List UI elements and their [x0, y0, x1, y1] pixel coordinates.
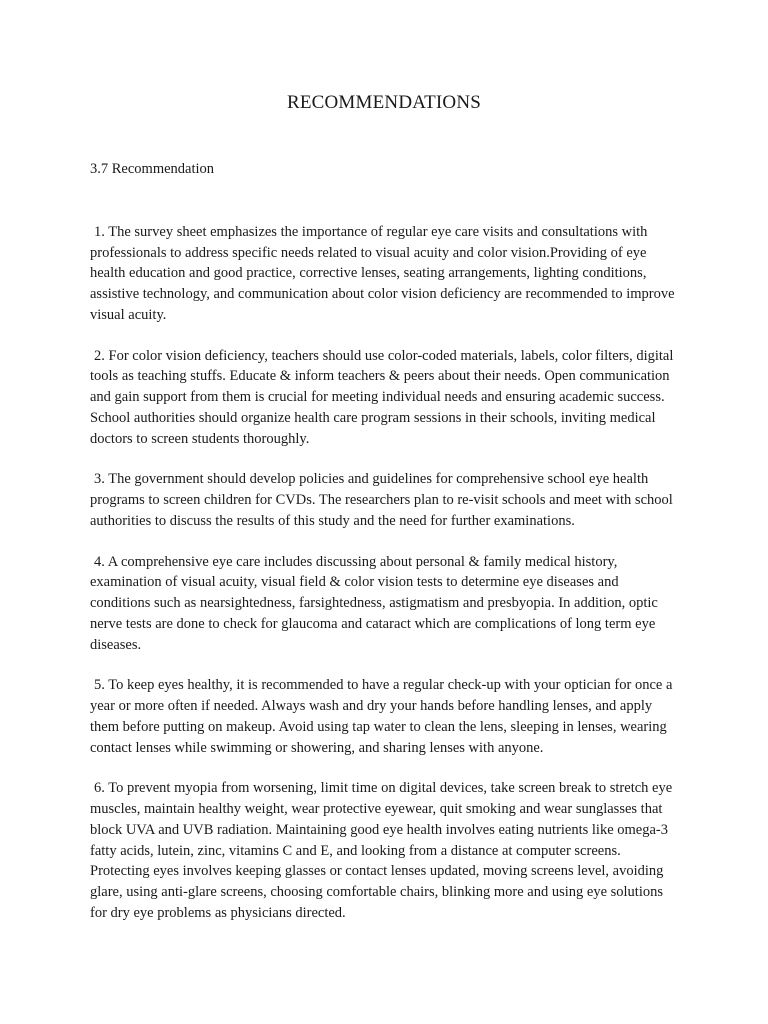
paragraph-number: 6. — [94, 780, 105, 797]
paragraph-text: The government should develop policies and guidelines for comprehensive school eye health programs to screen children for CVDs. The researchers plan to re-visit schools and meet with school authorities to discuss the results of this study and the need for further examinations. — [90, 471, 673, 529]
paragraph-text: For color vision deficiency, teachers should use color-coded materials, labels, color filters, digital tools as teaching stuffs. Educate & inform teachers & peers about their needs. Open communication and gain support from them is crucial for meeting individual needs and ensuring academic success. School authorities should organize health care program sessions in their schools, inviting medical doctors to screen students thoroughly. — [90, 347, 674, 447]
paragraph-number: 3. — [94, 471, 105, 488]
paragraph-number: 2. — [94, 347, 105, 364]
paragraph-number: 4. — [94, 553, 105, 570]
recommendation-paragraph-4 — [90, 552, 680, 656]
paragraph-number: 5. — [94, 677, 105, 694]
recommendation-paragraph-2 — [90, 346, 680, 450]
paragraph-text: A comprehensive eye care includes discussing about personal & family medical history, examination of visual acuity, visual field & color vision tests to determine eye diseases and conditions such as nearsightedness, farsightedness, astigmatism and presbyopia. In addition, optic nerve tests are done to check for glaucoma and cataract which are complications of long term eye diseases. — [90, 553, 658, 653]
recommendation-paragraph-5 — [90, 675, 680, 758]
paragraph-text: To prevent myopia from worsening, limit time on digital devices, take screen break to stretch eye muscles, maintain healthy weight, wear protective eyewear, quit smoking and wear sunglasses that block UVA and UVB radiation. Maintaining good eye health involves eating nutrients like omega-3 fatty acids, lutein, zinc, vitamins C and E, and looking from a distance at computer screens. Protecting eyes involves keeping glasses or contact lenses updated, moving screens level, avoiding glare, using anti-glare screens, choosing comfortable chairs, blinking more and using eye solutions for dry eye problems as physicians directed. — [90, 780, 673, 921]
recommendations-list — [90, 222, 680, 944]
recommendation-paragraph-3 — [90, 469, 680, 531]
section-heading: 3.7 Recommendation — [90, 161, 215, 177]
paragraph-number: 1. — [94, 224, 105, 240]
recommendation-paragraph-6 — [90, 778, 680, 923]
recommendation-paragraph-1 — [90, 222, 680, 326]
paragraph-text: The survey sheet emphasizes the importance of regular eye care visits and consultations with professionals to address specific needs related to visual acuity and color vision.Providing of eye health education and good practice, corrective lenses, seating arrangements, lighting conditions, assistive technology, and communication about color vision deficiency are recommended to improve visual acuity. — [90, 224, 675, 323]
page-title: RECOMMENDATIONS — [286, 92, 482, 113]
paragraph-text: To keep eyes healthy, it is recommended to have a regular check-up with your optician for once a year or more often if needed. Always wash and dry your hands before handling lenses, and apply them before putting on makeup. Avoid using tap water to clean the lens, sleeping in lenses, wearing contact lenses while swimming or showering, and sharing lenses with anyone. — [90, 677, 673, 756]
